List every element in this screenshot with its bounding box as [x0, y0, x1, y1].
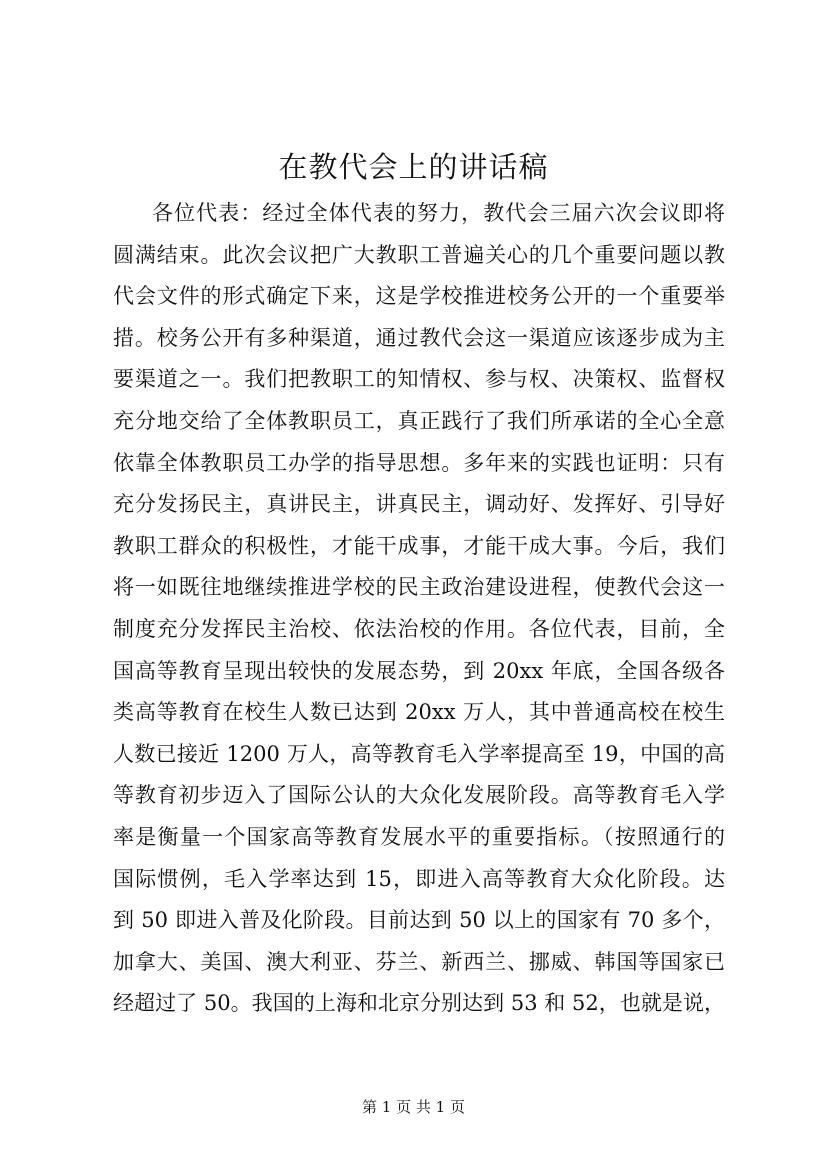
body-line: 依靠全体教职员工办学的指导思想。多年来的实践也证明：只有: [113, 450, 725, 475]
body-line: 要渠道之一。我们把教职工的知情权、参与权、决策权、监督权: [113, 367, 725, 392]
body-line: 代会文件的形式确定下来，这是学校推进校务公开的一个重要举: [113, 284, 725, 309]
body-line: 国际惯例，毛入学率达到 15，即进入高等教育大众化阶段。达: [113, 866, 725, 891]
page-number-footer: 第 1 页 共 1 页: [362, 1098, 465, 1116]
body-line: 等教育初步迈入了国际公认的大众化发展阶段。高等教育毛入学: [113, 783, 725, 808]
body-line: 到 50 即进入普及化阶段。目前达到 50 以上的国家有 70 多个，: [113, 908, 725, 933]
body-line: 制度充分发挥民主治校、依法治校的作用。各位代表，目前，全: [113, 616, 725, 641]
body-line: 国高等教育呈现出较快的发展态势，到 20xx 年底，全国各级各: [113, 658, 725, 683]
body-line: 率是衡量一个国家高等教育发展水平的重要指标。（按照通行的: [113, 824, 725, 849]
body-line: 充分地交给了全体教职员工，真正践行了我们所承诺的全心全意: [113, 408, 725, 433]
body-line: 类高等教育在校生人数已达到 20xx 万人，其中普通高校在校生: [113, 700, 725, 725]
body-line: 教职工群众的积极性，才能干成事，才能干成大事。今后，我们: [113, 533, 725, 558]
body-line: 充分发扬民主，真讲民主，讲真民主，调动好、发挥好、引导好: [113, 492, 725, 517]
body-line: 各位代表：经过全体代表的努力，教代会三届六次会议即将: [152, 201, 725, 225]
body-line: 圆满结束。此次会议把广大教职工普遍关心的几个重要问题以教: [113, 242, 725, 267]
document-title: 在教代会上的讲话稿: [278, 150, 549, 184]
body-line: 将一如既往地继续推进学校的民主政治建设进程，使教代会这一: [113, 575, 725, 600]
body-line: 人数已接近 1200 万人，高等教育毛入学率提高至 19，中国的高: [113, 741, 725, 766]
body-line: 经超过了 50。我国的上海和北京分别达到 53 和 52，也就是说，: [113, 991, 725, 1016]
document-body: [113, 193, 725, 1025]
body-line: 措。校务公开有多种渠道，通过教代会这一渠道应该逐步成为主: [113, 325, 725, 350]
body-line: 加拿大、美国、澳大利亚、芬兰、新西兰、挪威、韩国等国家已: [113, 949, 725, 974]
